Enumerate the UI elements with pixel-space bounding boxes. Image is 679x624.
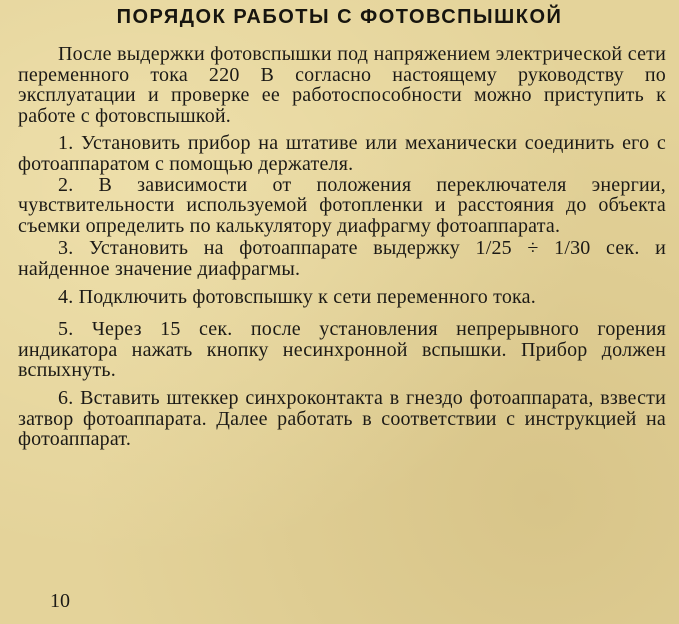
step-4-paragraph: 4. Подключить фотовспышку к сети переменного тока. <box>58 285 536 308</box>
page-title: ПОРЯДОК РАБОТЫ С ФОТОВСПЫШКОЙ <box>116 6 563 28</box>
step-3-paragraph: 3. Установить на фотоаппарате выдержку 1/25 ÷ 1/30 сек. и найденное значение диафрагмы. <box>18 237 666 280</box>
instructions-body <box>18 44 666 450</box>
page-number: 10 <box>50 590 70 612</box>
step-2-paragraph: 2. В зависимости от положения переключателя энергии, чувствительности используемой фотопленки и расстояния до объекта съемки определить по калькулятору диафрагму фотоаппарата. <box>18 173 666 237</box>
step-1-paragraph: 1. Установить прибор на штативе или механически соединить его с фотоаппаратом с помощью держателя. <box>18 132 666 175</box>
intro-paragraph: После выдержки фотовспышки под напряжением электрической сети переменного тока 220 В согласно настоящему руководству по эксплуатации и проверке ее работоспособности можно приступить к работе с фотовспышкой. <box>18 43 666 127</box>
step-6-paragraph: 6. Вставить штеккер синхроконтакта в гнездо фотоаппарата, взвести затвор фотоаппарата. Далее работать в соответствии с инструкцией на фотоаппарат. <box>18 386 666 451</box>
step-5-paragraph: 5. Через 15 сек. после установления непрерывного горения индикатора нажать кнопку несинхронной вспышки. Прибор должен вспыхнуть. <box>18 318 666 382</box>
